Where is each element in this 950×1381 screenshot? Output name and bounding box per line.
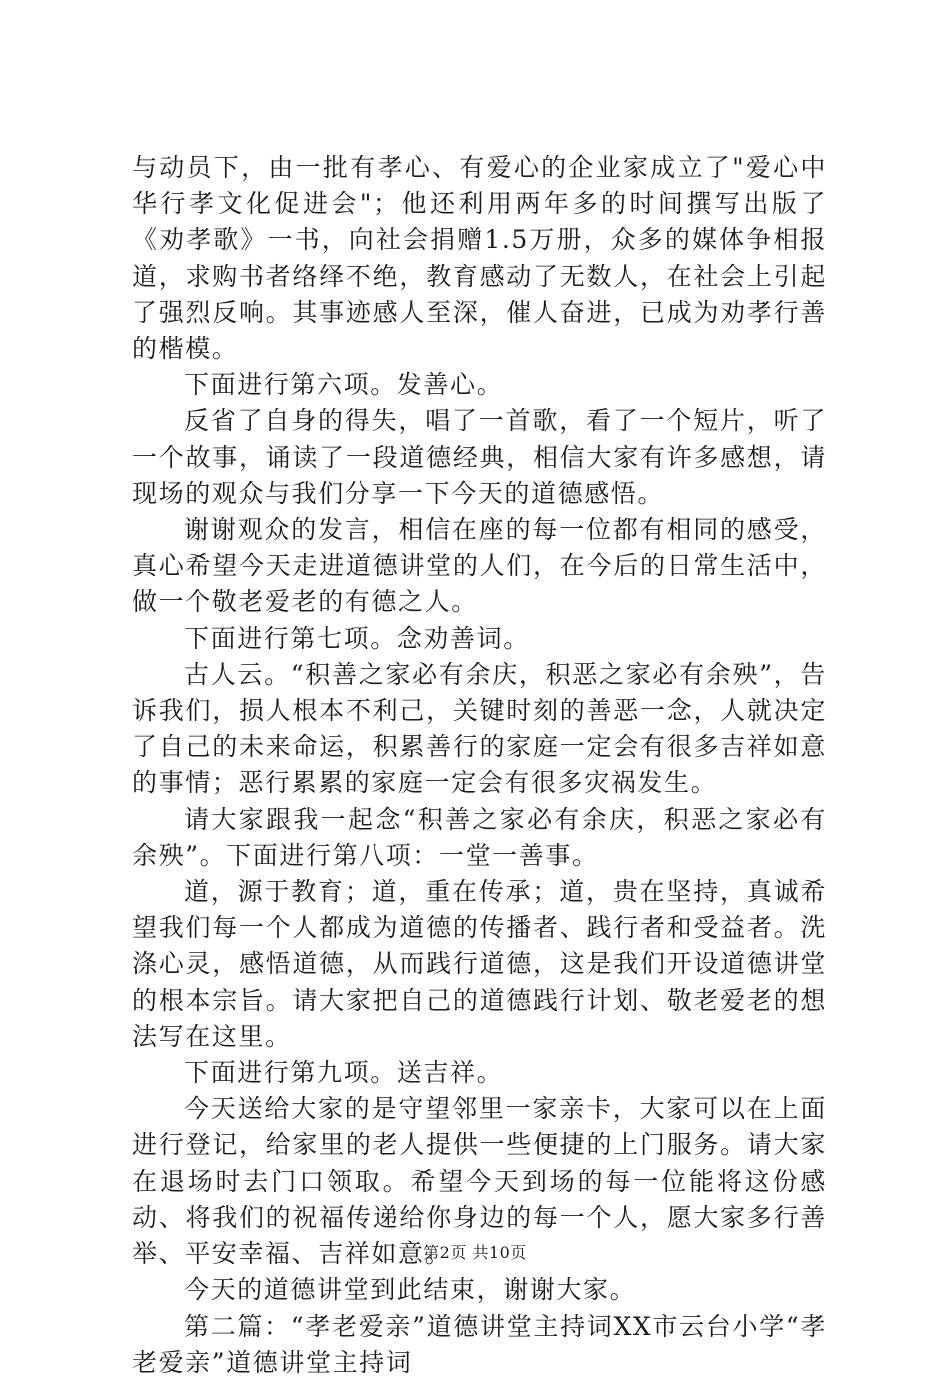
page-number-footer: 第2页 共10页 <box>423 1243 527 1262</box>
paragraph-1: 与动员下，由一批有孝心、有爱心的企业家成立了"爱心中华行孝文化促进会"；他还利用两年多的时间撰写出版了《劝孝歌》一书，向社会捐赠1.5万册，众多的媒体争相报道，求购书者络绎不绝，教育感动了无数人，在社会上引起了强烈反响。其事迹感人至深，催人奋进，已成为劝孝行善的楷模。 <box>132 153 827 364</box>
document-body <box>132 150 827 1381</box>
paragraph-4: 谢谢观众的发言，相信在座的每一位都有相同的感受，真心希望今天走进道德讲堂的人们，在今后的日常生活中，做一个敬老爱老的有德之人。 <box>132 515 827 617</box>
paragraph-8: 道，源于教育；道，重在传承；道，贵在坚持，真诚希望我们每一个人都成为道德的传播者、践行者和受益者。洗涤心灵，感悟道德，从而践行道德，这是我们开设道德讲堂的根本宗旨。请大家把自己的道德践行计划、敬老爱老的想法写在这里。 <box>132 877 827 1051</box>
paragraph-12: 第二篇：“孝老爱亲”道德讲堂主持词XX市云台小学“孝老爱亲”道德讲堂主持词 <box>132 1311 827 1377</box>
paragraph-9: 下面进行第九项。送吉祥。 <box>184 1058 504 1088</box>
paragraph-2: 下面进行第六项。发善心。 <box>184 370 504 400</box>
paragraph-3: 反省了自身的得失，唱了一首歌，看了一个短片，听了一个故事，诵读了一段道德经典，相信大家有许多感想，请现场的观众与我们分享一下今天的道德感悟。 <box>132 406 827 508</box>
paragraph-7: 请大家跟我一起念“积善之家必有余庆，积恶之家必有余殃”。下面进行第八项：一堂一善事。 <box>132 804 827 870</box>
paragraph-11: 今天的道德讲堂到此结束，谢谢大家。 <box>184 1275 637 1305</box>
paragraph-5: 下面进行第七项。念劝善词。 <box>184 623 530 653</box>
paragraph-6: 古人云。“积善之家必有余庆，积恶之家必有余殃”，告诉我们，损人根本不利己，关键时刻的善恶一念，人就决定了自己的未来命运，积累善行的家庭一定会有很多吉祥如意的事情；恶行累累的家庭一定会有很多灾祸发生。 <box>132 659 827 798</box>
paragraph-10: 今天送给大家的是守望邻里一家亲卡，大家可以在上面进行登记，给家里的老人提供一些便捷的上门服务。请大家在退场时去门口领取。希望今天到场的每一位能将这份感动、将我们的祝福传递给你身边的每一个人，愿大家多行善举、平安幸福、吉祥如意。 <box>132 1094 827 1269</box>
